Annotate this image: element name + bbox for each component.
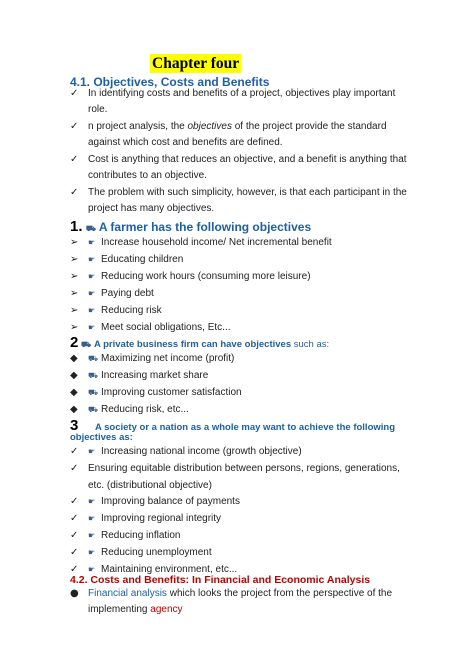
society-heading-cont: objectives as:: [70, 432, 133, 443]
car-icon: ⛟: [80, 340, 92, 349]
check-icon: ✓: [70, 530, 79, 541]
car-icon: ⛟: [88, 371, 99, 380]
arrowhead-icon: ➢: [70, 305, 79, 316]
check-icon: ✓: [70, 88, 79, 99]
check-icon: ✓: [70, 446, 79, 457]
arrowhead-icon: ➢: [70, 322, 79, 333]
objective-bullet-4-cont: project has many objectives.: [88, 203, 215, 214]
check-icon: ✓: [70, 547, 79, 558]
business-heading: 2 ⛟ A private business firm can have objectives such as:: [70, 334, 330, 351]
pointing-hand-icon: ☛: [88, 255, 96, 264]
pointing-hand-icon: ☛: [88, 272, 96, 281]
diamond-bullet-icon: ◆: [70, 353, 78, 364]
farmer-heading: 1. ⛟ A farmer has the following objectives: [70, 218, 312, 235]
pointing-hand-icon: ☛: [88, 565, 96, 574]
round-bullet-icon: ●: [70, 588, 79, 599]
arrowhead-icon: ➢: [70, 237, 79, 248]
objective-bullet-3-cont: contributes to an objective.: [88, 170, 207, 181]
pointing-hand-icon: ☛: [88, 514, 96, 523]
pointing-hand-icon: ☛: [88, 531, 96, 540]
financial-analysis-cont: implementing agency: [88, 604, 183, 615]
arrowhead-icon: ➢: [70, 271, 79, 282]
society-item-2-cont: etc. (distributional objective): [88, 480, 212, 491]
pointing-hand-icon: ☛: [88, 548, 96, 557]
society-heading: 3 A society or a nation as a whole may want to achieve the following: [70, 417, 396, 434]
diamond-bullet-icon: ◆: [70, 387, 78, 398]
business-number: 2: [70, 334, 79, 351]
diamond-bullet-icon: ◆: [70, 370, 78, 381]
arrowhead-icon: ➢: [70, 254, 79, 265]
diamond-bullet-icon: ◆: [70, 404, 78, 415]
society-number: 3: [70, 417, 79, 434]
pointing-hand-icon: ☛: [88, 323, 96, 332]
check-icon: ✓: [70, 564, 79, 575]
check-icon: ✓: [70, 496, 79, 507]
objective-bullet-2-cont: against which cost and benefits are defined.: [88, 137, 283, 148]
car-icon: ⛟: [88, 388, 99, 397]
section-heading-4-2: 4.2. Costs and Benefits: In Financial and Economic Analysis: [70, 574, 371, 586]
chapter-title: Chapter four: [152, 55, 240, 72]
check-icon: ✓: [70, 154, 79, 165]
objective-bullet-1-cont: role.: [88, 104, 108, 115]
document-page: Chapter four 4.1. Objectives, Costs and Benefits ✓ In identifying costs and benefits of a project, objectives play important role. ✓ n project analysis, the objectives of the project provide the standard against which cost and benefits are defined. ✓ Cost is anything that reduces an objective, and a benefit is anything that contributes to an objective. ✓ The problem with such simplicity, however, is that each participant in the project has many objectives. 1. ⛟ A farmer has the following objectives ➢ ☛ Increase household income/ Net incremental benefit ➢ ☛ Educating children ➢ ☛ Reducing work hours (consuming more leisure) ➢ ☛ Paying debt ➢ ☛ Reducing risk ➢ ☛ Meet social obligations, Etc... 2 ⛟ A private business firm can have objectives such as: ◆ ⛟ Maximizing net income (profit) ◆ ⛟ Increasing market share ◆ ⛟ Improving customer satisfaction ◆ ⛟ Reducing risk, etc... 3 A society or a nation as a whole may want to achieve the following objectives as: ✓ ☛ Increasing national income (growth objective) ✓ Ensuring equitable distribution between persons, regions, generations, etc. (distributional objective) ✓ ☛ Improving balance of payments ✓ ☛ Improving regional integrity ✓ ☛ Reducing inflation ✓ ☛ Reducing unemployment ✓ ☛ Maintaining environment, etc... 4.2. Costs and Benefits: In Financial and Economic Analysis ● Financial analysis which looks the project from the perspective of the implementing agency: [70, 55, 407, 615]
pointing-hand-icon: ☛: [88, 306, 96, 315]
pointing-hand-icon: ☛: [88, 289, 96, 298]
arrowhead-icon: ➢: [70, 288, 79, 299]
pointing-hand-icon: ☛: [88, 447, 96, 456]
farmer-number: 1.: [70, 218, 83, 235]
car-icon: ⛟: [88, 405, 99, 414]
check-icon: ✓: [70, 121, 79, 132]
check-icon: ✓: [70, 187, 79, 198]
pointing-hand-icon: ☛: [88, 238, 96, 247]
check-icon: ✓: [70, 513, 79, 524]
car-icon: ⛟: [88, 354, 99, 363]
car-icon: ⛟: [85, 224, 96, 233]
check-icon: ✓: [70, 463, 79, 474]
section-heading-4-1: 4.1. Objectives, Costs and Benefits: [70, 75, 270, 89]
pointing-hand-icon: ☛: [88, 497, 96, 506]
